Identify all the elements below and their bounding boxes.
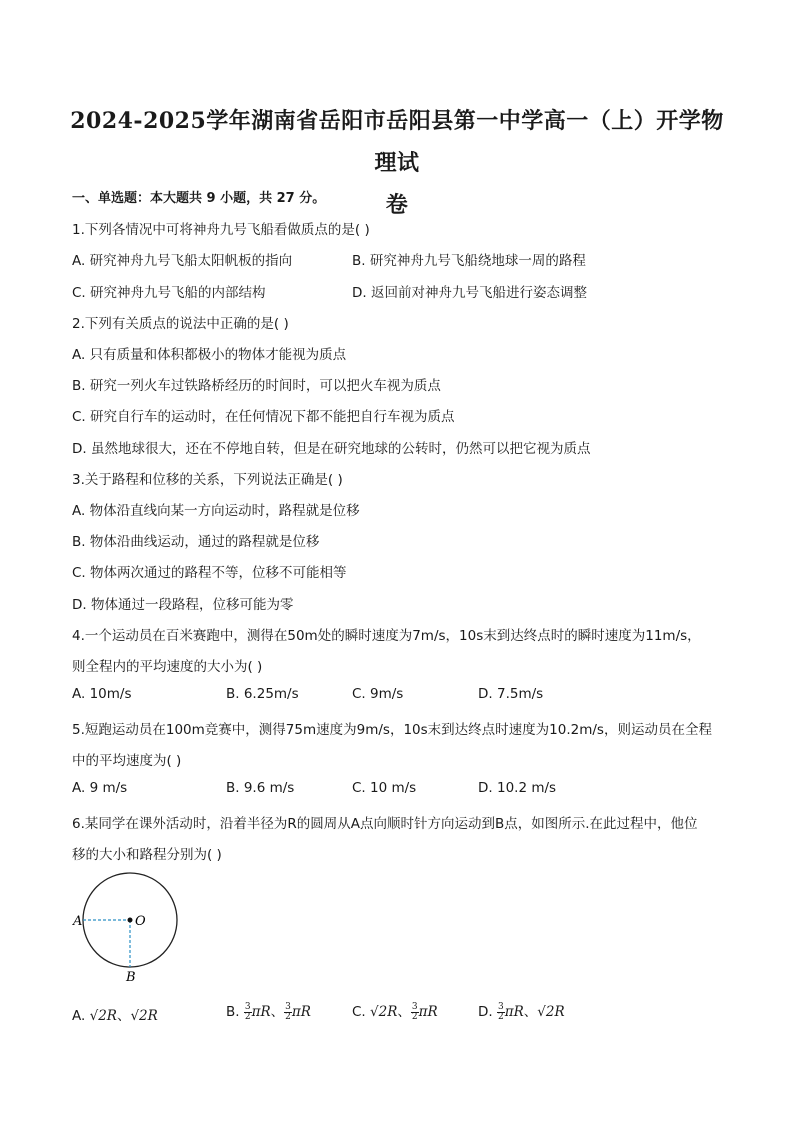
q6-option-d xyxy=(478,1000,565,1022)
q6-option-b xyxy=(226,1000,311,1022)
pir-value: πR xyxy=(418,1004,438,1020)
q4-stem-line-2: 则全程内的平均速度的大小为( ) xyxy=(72,659,263,675)
q5-option-d: D. 10.2 m/s xyxy=(478,780,557,796)
pir-value: πR xyxy=(291,1004,311,1020)
title-line-2: 卷 xyxy=(385,192,409,218)
center-point xyxy=(128,918,133,923)
sqrt2r-value: √2R xyxy=(130,1008,158,1024)
fraction-numerator: 3 xyxy=(285,1001,291,1012)
q6-stem-line-2: 移的大小和路程分别为( ) xyxy=(72,847,222,863)
fraction-numerator: 3 xyxy=(244,1001,251,1012)
sqrt2r-value: √2R xyxy=(89,1008,117,1024)
q6-option-a xyxy=(72,1004,158,1024)
q2-option-a: A. 只有质量和体积都极小的物体才能视为质点 xyxy=(72,347,347,363)
sqrt2r-value: √2R xyxy=(370,1004,398,1020)
q4-option-b: B. 6.25m/s xyxy=(226,686,299,702)
pir-value: πR xyxy=(251,1004,271,1020)
fraction-numerator: 3 xyxy=(497,1001,504,1012)
q3-option-d: D. 物体通过一段路程，位移可能为零 xyxy=(72,597,294,613)
q1-option-b: B. 研究神舟九号飞船绕地球一周的路程 xyxy=(352,253,586,269)
q4-option-a: A. 10m/s xyxy=(72,686,132,702)
q3-stem: 3.关于路程和位移的关系，下列说法正确是( ) xyxy=(72,472,343,488)
title-line-1: 2024-2025学年湖南省岳阳市岳阳县第一中学高一（上）开学物理试 xyxy=(70,108,724,176)
separator: 、 xyxy=(523,1004,538,1020)
q5-option-c: C. 10 m/s xyxy=(352,780,417,796)
separator: 、 xyxy=(397,1004,411,1020)
q6-stem-line-1: 6.某同学在课外活动时，沿着半径为R的圆周从A点向顺时针方向运动到B点，如图所示.在此过程中，他位 xyxy=(72,816,698,832)
q2-option-c: C. 研究自行车的运动时，在任何情况下都不能把自行车视为质点 xyxy=(72,409,455,425)
q5-option-a: A. 9 m/s xyxy=(72,780,128,796)
circle-diagram xyxy=(70,870,190,985)
q5-stem-line-1: 5.短跑运动员在100m竞赛中，测得75m速度为9m/s，10s末到达终点时速度为10.2m/s，则运动员在全程 xyxy=(72,722,712,738)
q3-option-b: B. 物体沿曲线运动，通过的路程就是位移 xyxy=(72,534,320,550)
fraction xyxy=(284,1003,292,1022)
fraction-denominator: 2 xyxy=(244,1011,251,1022)
sqrt2r-value: √2R xyxy=(537,1004,565,1020)
q1-stem: 1.下列各情况中可将神舟九号飞船看做质点的是( ) xyxy=(72,222,370,238)
section-heading: 一、单选题：本大题共 9 小题，共 27 分。 xyxy=(72,191,326,206)
q4-stem-line-1: 4.一个运动员在百米赛跑中，测得在50m处的瞬时速度为7m/s，10s末到达终点时的瞬时速度为11m/s， xyxy=(72,628,701,644)
q3-option-c: C. 物体两次通过的路程不等，位移不可能相等 xyxy=(72,565,347,581)
q6-option-c xyxy=(352,1000,438,1022)
label-a: A xyxy=(73,914,83,929)
q2-option-d: D. 虽然地球很大，还在不停地自转，但是在研究地球的公转时，仍然可以把它视为质点 xyxy=(72,441,591,457)
q1-option-a: A. 研究神舟九号飞船太阳帆板的指向 xyxy=(72,253,293,269)
option-prefix: B. xyxy=(226,1004,240,1020)
pir-value: πR xyxy=(504,1004,524,1020)
option-prefix: A. xyxy=(72,1008,86,1024)
q5-stem-line-2: 中的平均速度为( ) xyxy=(72,753,182,769)
label-b: B xyxy=(126,970,136,985)
page-title xyxy=(60,100,734,226)
fraction xyxy=(411,1003,419,1022)
fraction xyxy=(244,1003,252,1022)
label-o: O xyxy=(135,914,146,929)
q1-option-c: C. 研究神舟九号飞船的内部结构 xyxy=(72,285,266,301)
q4-option-d: D. 7.5m/s xyxy=(478,686,544,702)
fraction-denominator: 2 xyxy=(497,1011,504,1022)
q5-option-b: B. 9.6 m/s xyxy=(226,780,295,796)
fraction-denominator: 2 xyxy=(285,1011,291,1022)
fraction-denominator: 2 xyxy=(411,1011,418,1022)
q2-option-b: B. 研究一列火车过铁路桥经历的时间时，可以把火车视为质点 xyxy=(72,378,441,394)
q3-option-a: A. 物体沿直线向某一方向运动时，路程就是位移 xyxy=(72,503,360,519)
fraction-numerator: 3 xyxy=(411,1001,418,1012)
q4-option-c: C. 9m/s xyxy=(352,686,404,702)
option-prefix: C. xyxy=(352,1004,366,1020)
option-prefix: D. xyxy=(478,1004,493,1020)
separator: 、 xyxy=(270,1004,285,1020)
q1-option-d: D. 返回前对神舟九号飞船进行姿态调整 xyxy=(352,285,587,301)
q2-stem: 2.下列有关质点的说法中正确的是( ) xyxy=(72,316,289,332)
fraction xyxy=(497,1003,505,1022)
separator: 、 xyxy=(116,1008,131,1024)
